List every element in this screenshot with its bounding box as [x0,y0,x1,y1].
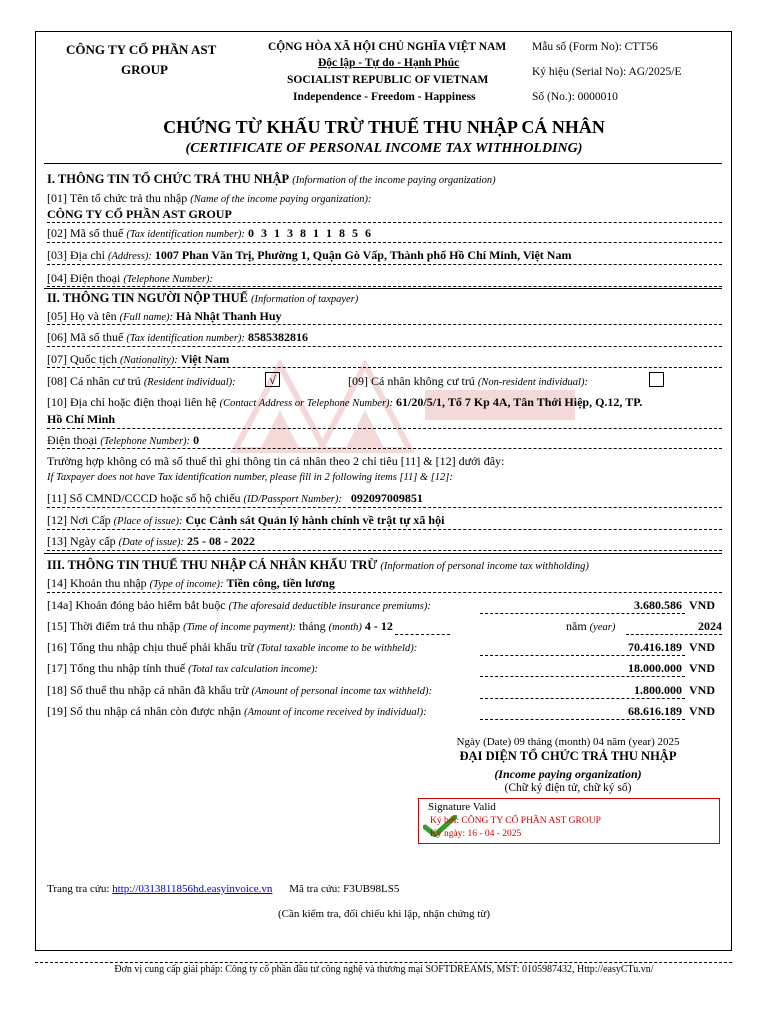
signature-valid-text: Signature Valid [428,801,496,813]
field-17: [17] Tổng thu nhập tính thuế (Total tax calculation income): [47,661,319,675]
field-07: [07] Quốc tịch (Nationality): Việt Nam [47,352,230,366]
field-04: [04] Điện thoại (Telephone Number): [47,271,214,285]
country-name-en: SOCIALIST REPUBLIC OF VIETNAM [287,74,489,86]
field-13-value: 25 - 08 - 2022 [186,534,255,548]
note-vn: Trường hợp không có mã số thuế thì ghi thông tin cá nhân theo 2 chỉ tiêu [11] & [12] dưới đây: [47,454,505,468]
field-05: [05] Họ và tên (Full name): Hà Nhật Thanh Huy [47,309,282,323]
company-name-line1: CÔNG TY CỔ PHẦN AST [66,42,217,57]
motto-en: Independence - Freedom - Happiness [293,91,476,103]
currency-label: VND [689,598,715,612]
form-number: Mẫu số (Form No): CTT56 [532,41,658,53]
section-divider [44,163,722,164]
signature-note: (Chữ ký điện tử, chữ ký số) [504,782,632,794]
field-02-value: 0 3 1 3 8 1 1 8 5 6 [247,226,373,240]
field-18: [18] Số thuế thu nhập cá nhân đã khấu trừ (Amount of personal income tax withheld): [47,683,432,697]
document-number: Số (No.): 0000010 [532,91,618,103]
field-15-month: 4 - 12 [364,619,393,633]
sign-date: Ngày (Date) 09 tháng (month) 04 năm (year) 2025 [456,736,680,748]
currency-label: VND [689,704,715,718]
field-15-year-label: năm (year) [566,619,616,633]
field-15: [15] Thời điểm trả thu nhập (Time of income payment): tháng (month) 4 - 12 [47,619,393,633]
motto-vn: Độc lập - Tự do - Hạnh Phúc [318,57,460,69]
lookup-line: Trang tra cứu: http://0313811856hd.easyinvoice.vn Mã tra cứu: F3UB98LS5 [47,883,400,895]
currency-label: VND [689,640,715,654]
field-06-value: 8585382816 [247,330,308,344]
field-19: [19] Số thu nhập cá nhân còn được nhận (Amount of income received by individual): [47,704,427,718]
field-19-value: 68.616.189 [628,704,682,718]
currency-label: VND [689,661,715,675]
field-01-value: CÔNG TY CỔ PHẦN AST GROUP [47,207,232,221]
field-09: [09] Cá nhân không cư trú (Non-resident individual): [348,374,588,388]
field-11-value: 092097009851 [350,491,423,505]
field-05-value: Hà Nhật Thanh Huy [176,309,282,323]
field-13: [13] Ngày cấp (Date of issue): 25 - 08 - 2022 [47,534,255,548]
signed-by-text: Ký bởi: CÔNG TY CỔ PHẦN AST GROUP [430,816,601,826]
currency-label: VND [689,683,715,697]
field-16-value: 70.416.189 [628,640,682,654]
digital-signature-box [418,798,720,844]
page-title: CHỨNG TỪ KHẤU TRỪ THUẾ THU NHẬP CÁ NHÂN [163,117,605,137]
field-14a-value: 3.680.586 [634,598,682,612]
field-11: [11] Số CMND/CCCD hoặc số hộ chiếu (ID/Passport Number): 092097009851 [47,491,423,505]
field-16: [16] Tổng thu nhập chịu thuế phải khấu trừ (Total taxable income to be withheld): [47,640,418,654]
field-03: [03] Địa chỉ (Address): 1007 Phan Văn Trị, Phường 1, Quận Gò Vấp, Thành phố Hồ Chí Minh, Việt Nam [47,248,572,262]
field-12: [12] Nơi Cấp (Place of issue): Cục Cảnh sát Quản lý hành chính về trật tự xã hội [47,513,445,527]
field-03-value: 1007 Phan Văn Trị, Phường 1, Quận Gò Vấp, Thành phố Hồ Chí Minh, Việt Nam [154,248,572,262]
footer-divider [35,962,732,963]
section-3-heading: III. THÔNG TIN THUẾ THU NHẬP CÁ NHÂN KHẤU TRỪ (Information of personal income tax withholding) [47,558,589,572]
signed-date-text: Ký ngày: 16 - 04 - 2025 [430,829,522,839]
lookup-link[interactable]: http://0313811856hd.easyinvoice.vn [112,883,273,895]
field-10-value-line2: Hồ Chí Minh [47,412,116,426]
field-02: [02] Mã số thuế (Tax identification number): 0 3 1 3 8 1 1 8 5 6 [47,226,373,240]
check-note: (Cần kiểm tra, đối chiếu khi lập, nhận chứng từ) [277,908,490,920]
section-1-heading: I. THÔNG TIN TỔ CHỨC TRẢ THU NHẬP (Information of the income paying organization) [47,172,496,186]
page-subtitle: (CERTIFICATE OF PERSONAL INCOME TAX WITHHOLDING) [185,141,583,156]
resident-checkbox: √ [265,372,280,387]
non-resident-checkbox [649,372,664,387]
footer-provider: Đơn vị cung cấp giải pháp: Công ty cổ phần đầu tư công nghệ và thương mại SOFTDREAMS, MST: 0105987432, Http://easyCTu.vn/ [114,964,654,975]
field-12-value: Cục Cảnh sát Quản lý hành chính về trật tự xã hội [185,513,445,527]
field-07-value: Việt Nam [180,352,230,366]
field-10-value: 61/20/5/1, Tổ 7 Kp 4A, Tân Thới Hiệp, Q.12, TP. [396,395,643,409]
field-17-value: 18.000.000 [628,661,682,675]
field-14a: [14a] Khoản đóng bảo hiểm bắt buộc (The aforesaid deductible insurance premiums): [47,598,431,612]
section-divider [44,553,722,554]
field-15-year: 2024 [698,619,722,633]
note-en: If Taxpayer does not have Tax identification number, please fill in 2 following items [11] & [12]: [47,472,453,483]
representative-title-en: (Income paying organization) [494,767,642,781]
field-18-value: 1.800.000 [634,683,682,697]
lookup-code: F3UB98LS5 [343,883,400,895]
phone-field: Điện thoại (Telephone Number): 0 [47,433,200,447]
field-10: [10] Địa chỉ hoặc điện thoại liên hệ (Contact Address or Telephone Number): 61/20/5/1, Tổ 7 Kp 4A, Tân Thới Hiệp, Q.12, TP. [47,395,643,409]
company-name-line2: GROUP [121,62,168,77]
representative-title: ĐẠI DIỆN TỔ CHỨC TRẢ THU NHẬP [459,749,677,763]
field-08: [08] Cá nhân cư trú (Resident individual): [47,374,236,388]
field-01: [01] Tên tổ chức trả thu nhập (Name of the income paying organization): [47,191,372,205]
field-14: [14] Khoản thu nhập (Type of income): Tiền công, tiền lương [47,576,335,590]
phone-value: 0 [193,433,200,447]
section-2-heading: II. THÔNG TIN NGƯỜI NỘP THUẾ (Information of taxpayer) [47,291,359,305]
field-14-value: Tiền công, tiền lương [226,576,335,590]
field-06: [06] Mã số thuế (Tax identification number): 8585382816 [47,330,308,344]
serial-number: Ký hiệu (Serial No): AG/2025/E [532,66,682,78]
section-divider [44,288,722,289]
country-name-vn: CỘNG HÒA XÃ HỘI CHỦ NGHĨA VIỆT NAM [268,41,507,53]
